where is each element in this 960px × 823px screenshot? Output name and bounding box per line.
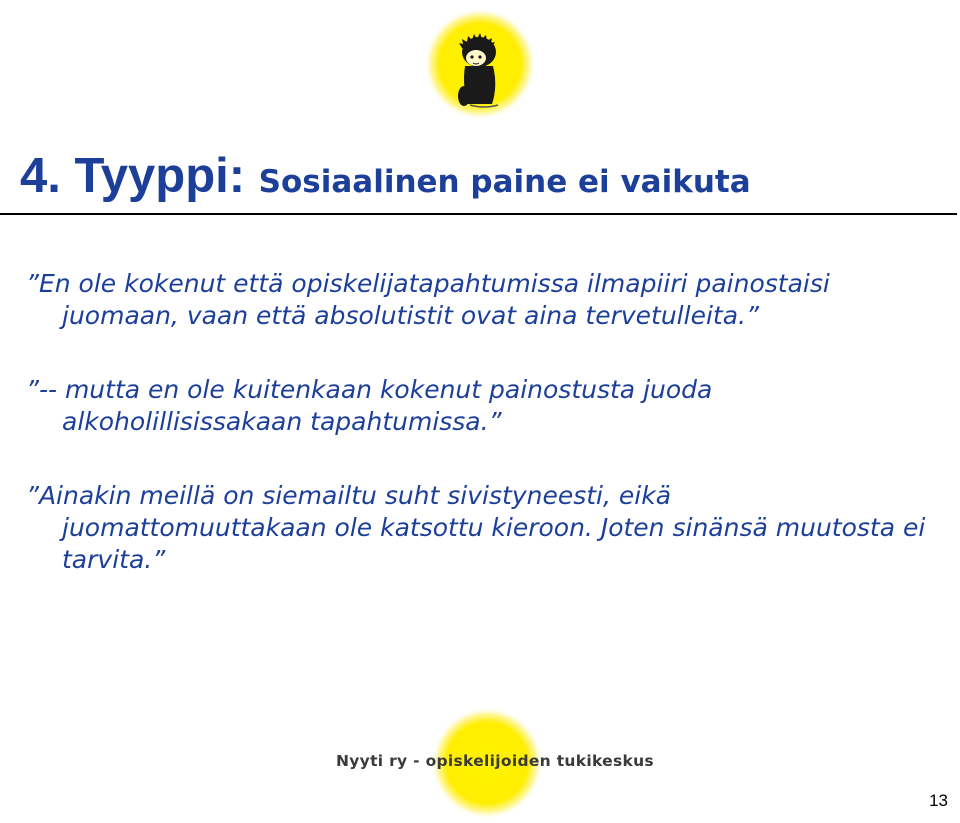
quote-item: ”Ainakin meillä on siemailtu suht sivistyneesti, eikä juomattomuuttakaan ole katsottu kieroon. Joten sinänsä muutosta ei tarvita.” — [26, 481, 926, 574]
slide-title — [20, 149, 751, 203]
title-subtitle: Sosiaalinen paine ei vaikuta — [258, 164, 751, 200]
page-number: 13 — [929, 791, 948, 810]
quote-item: ”-- mutta en ole kuitenkaan kokenut painostusta juoda alkoholillisissakaan tapahtumissa.” — [26, 375, 713, 436]
organization-name: Nyyti ry - opiskelijoiden tukikeskus — [336, 752, 654, 770]
quote-list — [26, 268, 926, 576]
nyyti-sun-figure-icon — [424, 8, 536, 120]
quote-item: ”En ole kokenut että opiskelijatapahtumissa ilmapiiri painostaisi juomaan, vaan että absolutistit ovat aina tervetulleita.” — [26, 269, 830, 330]
title-main: 4. Tyyppi: — [20, 149, 246, 203]
title-divider — [0, 213, 957, 215]
